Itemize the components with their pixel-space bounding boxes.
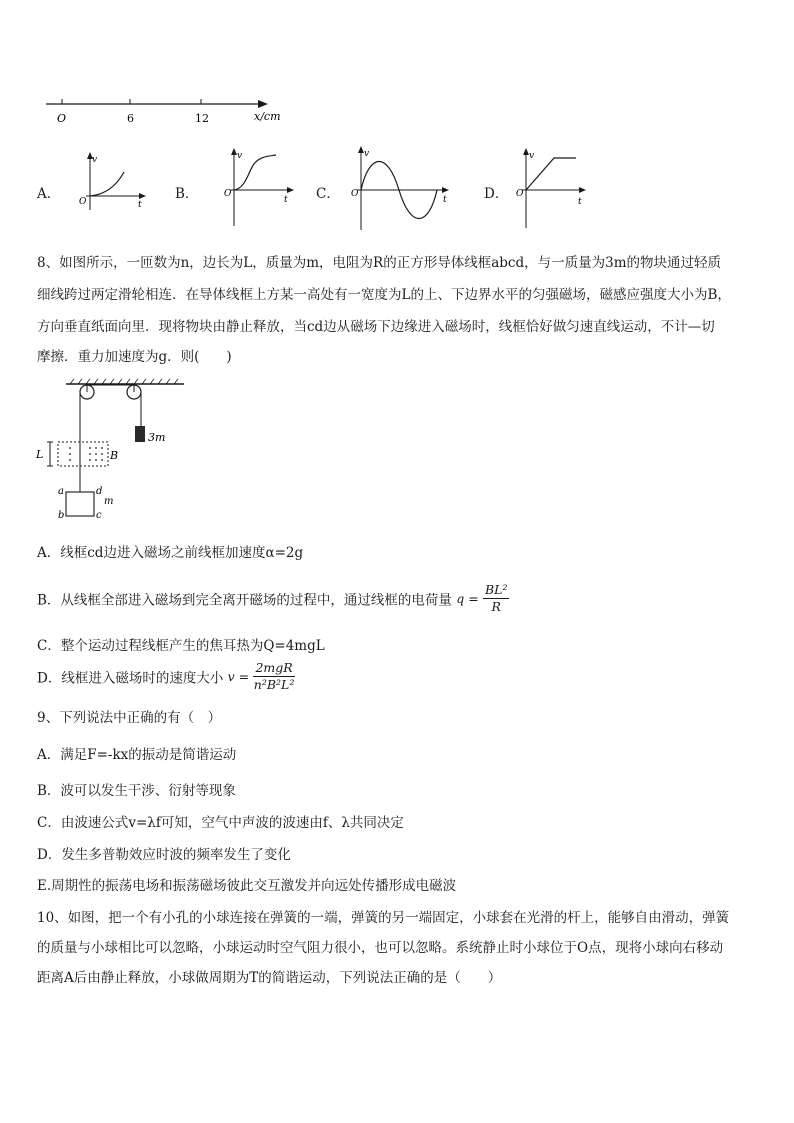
- q8-option-c: C．整个运动过程线框产生的焦耳热为Q=4mgL: [37, 638, 325, 654]
- q9-option-a: A．满足F=-kx的振动是简谐运动: [37, 747, 237, 763]
- q8-stem-line-4: 摩擦．重力加速度为g．则( ): [37, 349, 232, 365]
- axis-tick-12: 12: [195, 112, 209, 125]
- q8-option-b-denominator: R: [491, 599, 501, 614]
- svg-text:b: b: [58, 510, 65, 521]
- q8-option-b-text: B．从线框全部进入磁场到完全离开磁场的过程中，通过线框的电荷量: [37, 592, 452, 609]
- svg-text:t: t: [578, 197, 582, 207]
- svg-text:t: t: [138, 200, 142, 210]
- q8-option-d-lhs: v =: [227, 669, 250, 684]
- q8-stem-line-2: 细线跨过两定滑轮相连．在导体线框上方某一高处有一宽度为L的上、下边界水平的匀强磁场，磁感应强度大小为B，: [37, 287, 731, 303]
- q8-option-b-fraction: [483, 582, 510, 615]
- svg-text:a: a: [58, 486, 64, 497]
- svg-text:O: O: [79, 197, 87, 207]
- q9-option-e: E.周期性的振荡电场和振荡磁场彼此交互激发并向远处传播形成电磁波: [37, 878, 457, 894]
- svg-text:v: v: [364, 149, 370, 159]
- svg-text:O: O: [351, 189, 359, 199]
- q8-pulley-figure: [34, 378, 184, 522]
- q8-option-d-text: D．线框进入磁场时的速度大小: [37, 670, 224, 687]
- q8-option-a: A．线框cd边进入磁场之前线框加速度α=2g: [37, 545, 304, 561]
- position-axis-figure: [40, 88, 290, 128]
- svg-text:v: v: [529, 151, 535, 161]
- q8-option-d-fraction: [253, 660, 294, 693]
- svg-text:t: t: [443, 195, 447, 205]
- q8-stem-line-3: 方向垂直纸面向里．现将物块由静止释放，当cd边从磁场下边缘进入磁场时，线框恰好做匀速直线运动，不计—切: [37, 319, 715, 335]
- axis-tick-6: 6: [127, 112, 134, 125]
- svg-text:L: L: [36, 448, 44, 461]
- q7-graph-d: [512, 146, 590, 230]
- svg-text:3m: 3m: [148, 431, 166, 444]
- svg-text:v: v: [237, 151, 243, 161]
- q7-option-d-label: D．: [484, 186, 509, 202]
- q9-option-d: D．发生多普勒效应时波的频率发生了变化: [37, 847, 291, 863]
- svg-text:c: c: [96, 510, 102, 521]
- q7-option-b-label: B．: [175, 186, 199, 202]
- svg-text:B: B: [110, 449, 119, 462]
- svg-text:d: d: [96, 486, 103, 497]
- q8-option-d: [37, 660, 295, 693]
- q8-option-b: [37, 582, 509, 615]
- q7-graph-c: [345, 144, 455, 232]
- magnetic-field-region: [58, 442, 108, 466]
- q10-stem-line-1: 10、如图，把一个有小孔的小球连接在弹簧的一端，弹簧的另一端固定，小球套在光滑的杆上，能够自由滑动，弹簧: [37, 910, 730, 926]
- svg-text:m: m: [104, 496, 114, 507]
- axis-unit-label: x/cm: [254, 110, 281, 123]
- q7-option-a-label: A．: [37, 186, 61, 202]
- q8-option-b-numerator: BL²: [484, 582, 508, 597]
- q10-stem-line-3: 距离A后由静止释放，小球做周期为T的简谐运动，下列说法正确的是（ ）: [37, 970, 502, 986]
- svg-text:t: t: [284, 195, 288, 205]
- q8-stem-line-1: 8、如图所示，一匝数为n，边长为L，质量为m，电阻为R的正方形导体线框abcd，与一质量为3m的物块通过轻质: [37, 255, 721, 271]
- axis-tick-origin: O: [57, 112, 67, 125]
- q8-option-d-denominator: n²B²L²: [253, 677, 295, 692]
- q7-graph-b: [218, 146, 298, 228]
- q7-graph-a: [72, 150, 147, 212]
- square-loop-abcd: [66, 492, 94, 516]
- svg-text:v: v: [92, 155, 98, 165]
- svg-text:O: O: [224, 189, 232, 199]
- q9-stem: 9、下列说法中正确的有（ ）: [37, 710, 222, 726]
- svg-text:O: O: [516, 189, 524, 199]
- block-3m: [135, 426, 145, 442]
- q10-stem-line-2: 的质量与小球相比可以忽略，小球运动时空气阻力很小，也可以忽略。系统静止时小球位于O点，现将小球向右移动: [37, 940, 724, 956]
- q8-option-d-numerator: 2mgR: [255, 660, 293, 675]
- q7-option-c-label: C．: [316, 186, 340, 202]
- q9-option-b: B．波可以发生干涉、衍射等现象: [37, 783, 236, 799]
- q9-option-c: C．由波速公式v=λf可知，空气中声波的波速由f、λ共同决定: [37, 815, 404, 831]
- q8-option-b-lhs: q =: [456, 591, 479, 606]
